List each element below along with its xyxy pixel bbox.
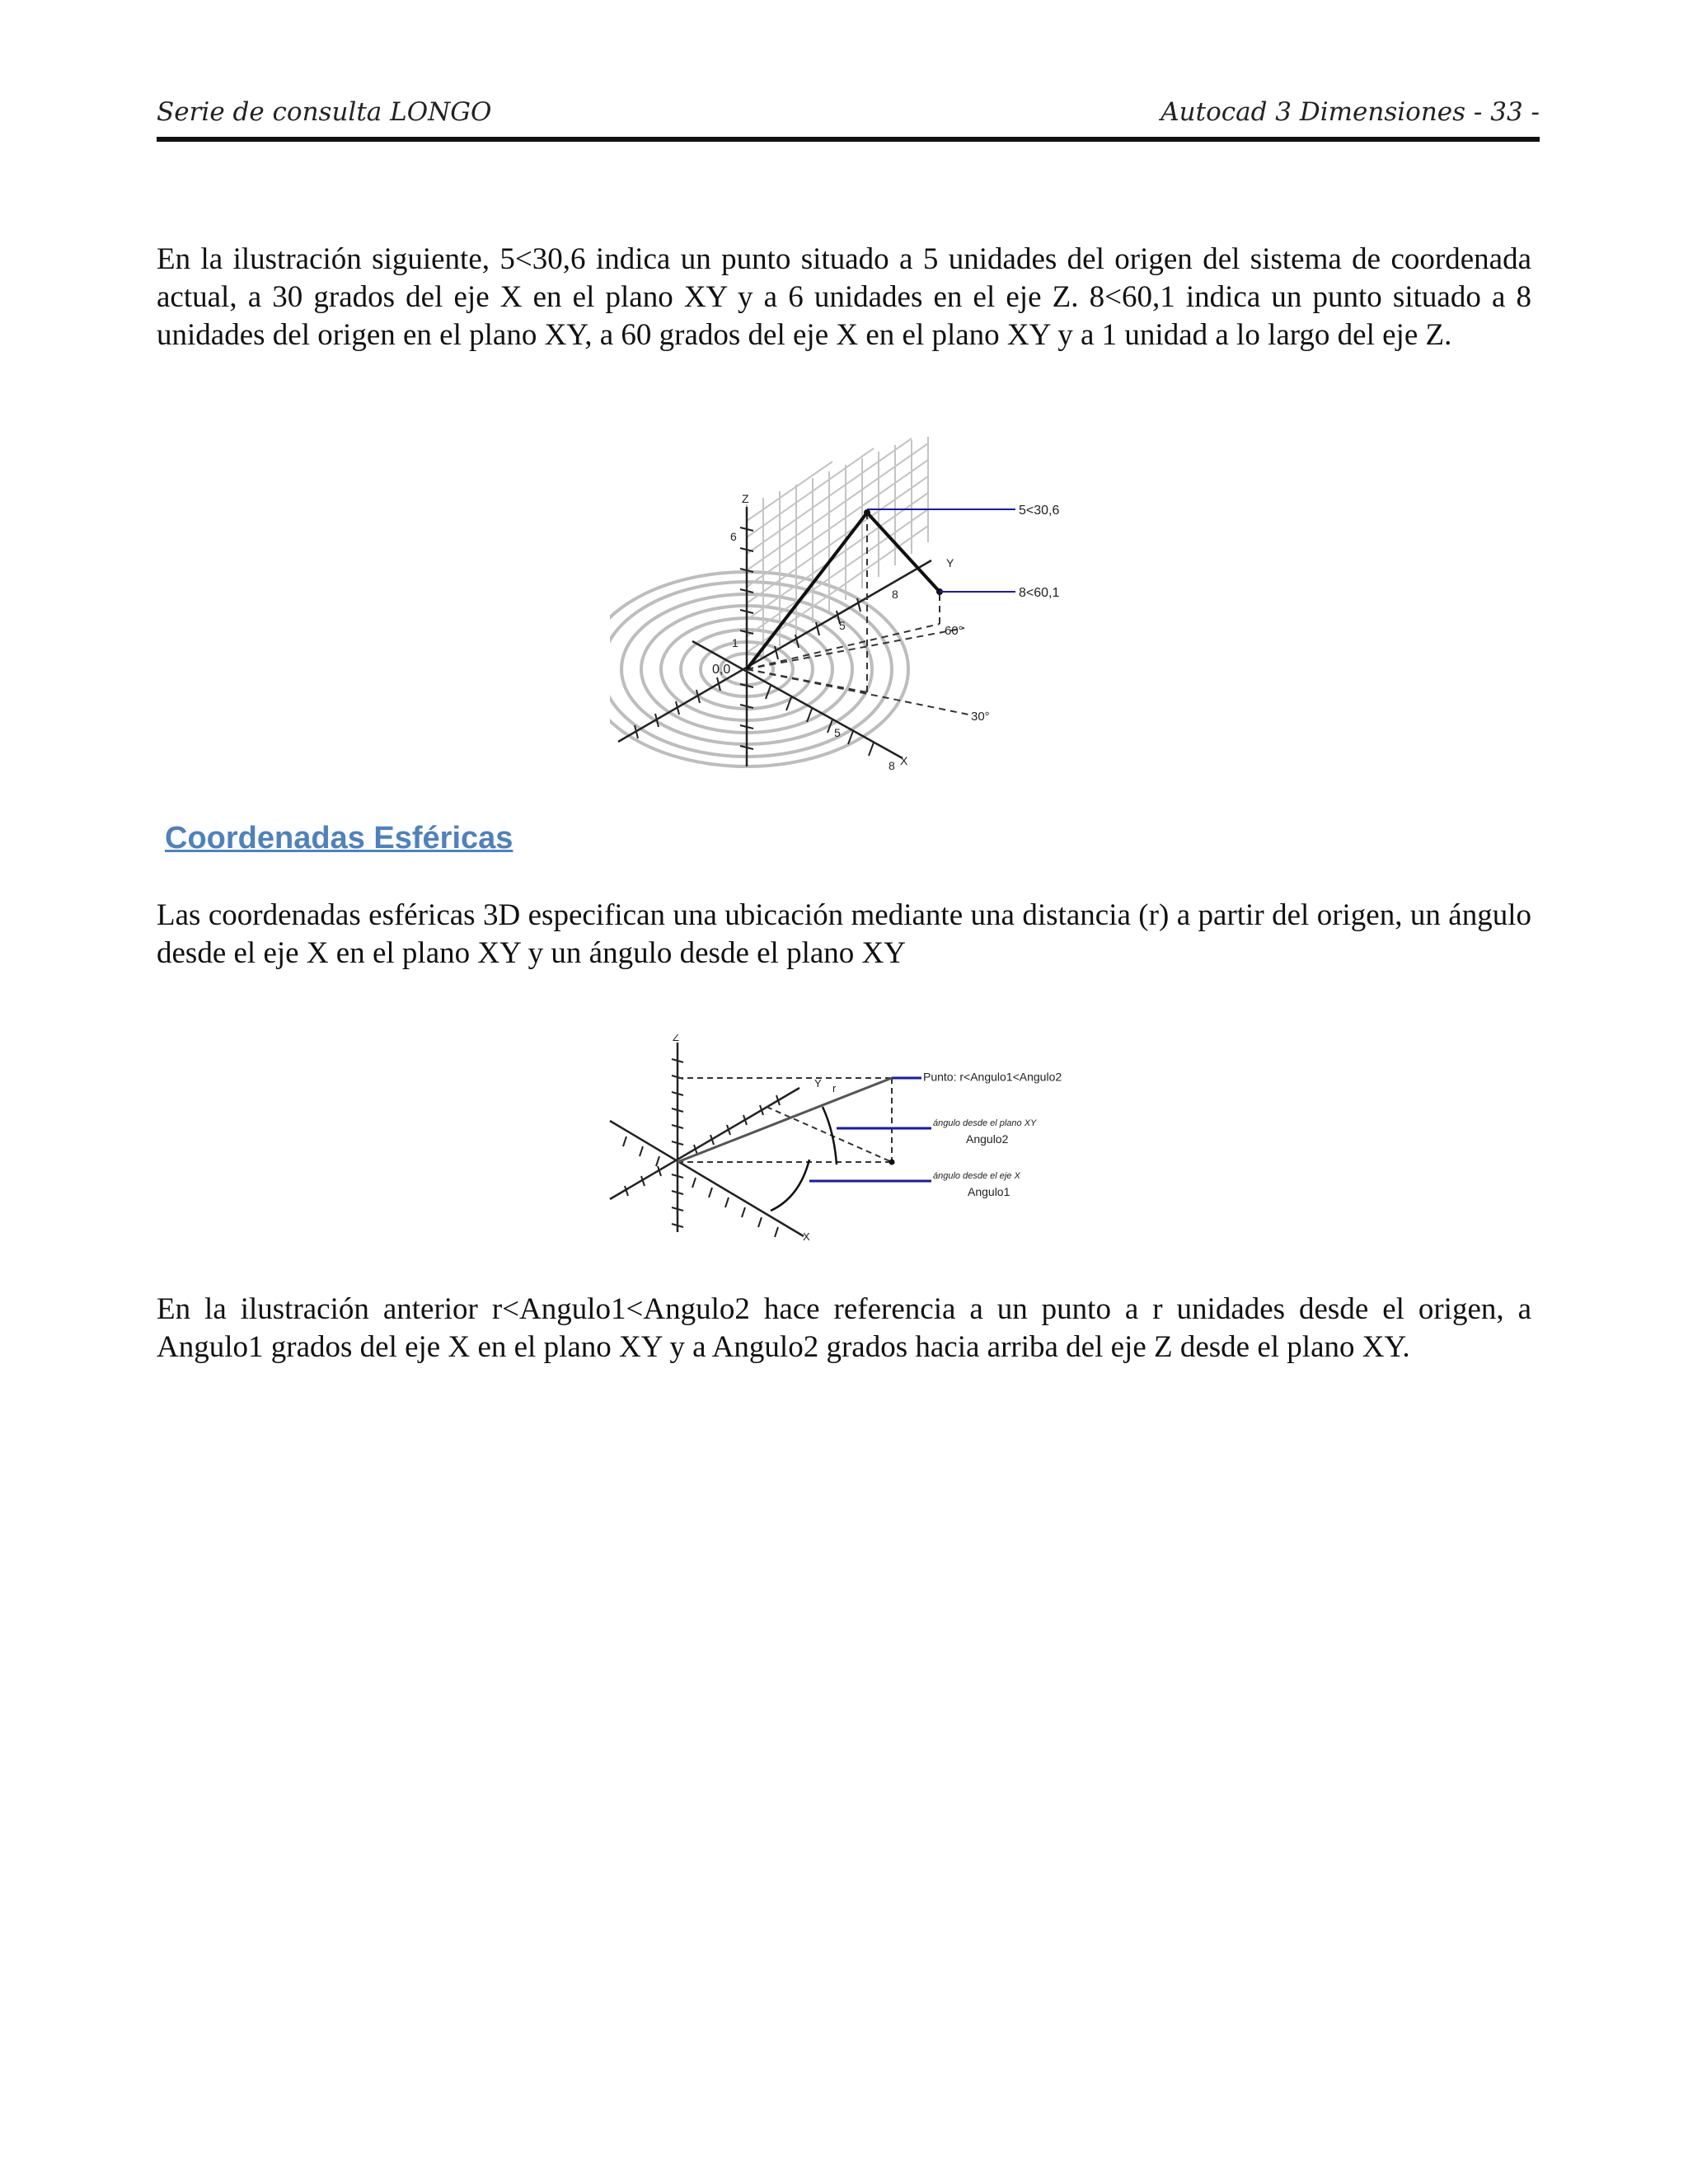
axis-ticks <box>623 1059 780 1237</box>
angle-from-x-arc <box>771 1160 809 1211</box>
page-header <box>157 97 1540 135</box>
spherical-coordinates-figure <box>602 1034 1113 1249</box>
section-heading: Coordenadas Esféricas <box>165 821 513 855</box>
callout-5-30-6: 5<30,6 <box>1019 504 1060 518</box>
callout-leaders <box>809 1078 931 1181</box>
closing-paragraph: En la ilustración anterior r<Angulo1<Angulo2 hace referencia a un punto a r unidades desde el origen, a Angulo1 grados del eje X en el plano XY y a Angulo2 grados hacia arriba del eje Z desde el plano XY. <box>157 1292 1531 1364</box>
y-axis-label: Y <box>814 1077 822 1090</box>
callout-8-60-1: 8<60,1 <box>1019 586 1060 600</box>
angle-60-label: 60° <box>945 624 964 638</box>
series-title: Serie de consulta LONGO <box>157 97 492 127</box>
z-tick-6: 6 <box>730 530 737 543</box>
point-callout: Punto: r<Angulo1<Angulo2 <box>923 1070 1062 1084</box>
origin-label: 0,0 <box>712 663 731 677</box>
book-title-page-number: Autocad 3 Dimensiones - 33 - <box>1160 97 1540 127</box>
angle-plane-callout: ángulo desde el plano XY <box>933 1118 1037 1128</box>
y-tick-8: 8 <box>892 588 898 601</box>
angle-30-label: 30° <box>971 710 990 724</box>
z-axis-label: Z <box>673 1034 679 1043</box>
point-5-30-6 <box>864 509 870 516</box>
angle-axis-callout: ángulo desde el eje X <box>933 1171 1020 1181</box>
y-tick-5: 5 <box>839 619 846 632</box>
angle1-label: Angulo1 <box>968 1185 1010 1198</box>
x-tick-8: 8 <box>889 759 895 772</box>
x-axis-label: X <box>900 754 908 767</box>
callout-leaders <box>867 509 1015 592</box>
header-rule <box>157 137 1540 142</box>
z-tick-1: 1 <box>732 636 738 649</box>
cylindrical-coordinates-figure <box>610 437 1088 783</box>
axes <box>610 1043 804 1236</box>
angle-from-plane-arc <box>823 1107 837 1165</box>
angle2-label: Angulo2 <box>966 1132 1009 1146</box>
x-tick-5: 5 <box>834 726 841 739</box>
y-axis-label: Y <box>946 556 954 569</box>
x-axis-label: X <box>803 1230 810 1243</box>
radius-vector <box>678 1078 892 1162</box>
z-axis-label: Z <box>742 492 749 505</box>
intro-paragraph: En la ilustración siguiente, 5<30,6 indica un punto situado a 5 unidades del origen del sistema de coordenada actual, a 30 grados del eje X en el plano XY y a 6 unidades en el eje Z. 8<60,1 indica un punto situado a 8 unidades del origen en el plano XY, a 60 grados del eje X en el plano XY y a 1 unidad a lo largo del eje Z. <box>157 242 1531 352</box>
spherical-intro-paragraph: Las coordenadas esféricas 3D especifican una ubicación mediante una distancia (r) a partir del origen, un ángulo desde el eje X en el plano XY y un ángulo desde el plano XY <box>157 898 1531 970</box>
r-label: r <box>832 1082 837 1094</box>
point-marker <box>889 1160 895 1165</box>
